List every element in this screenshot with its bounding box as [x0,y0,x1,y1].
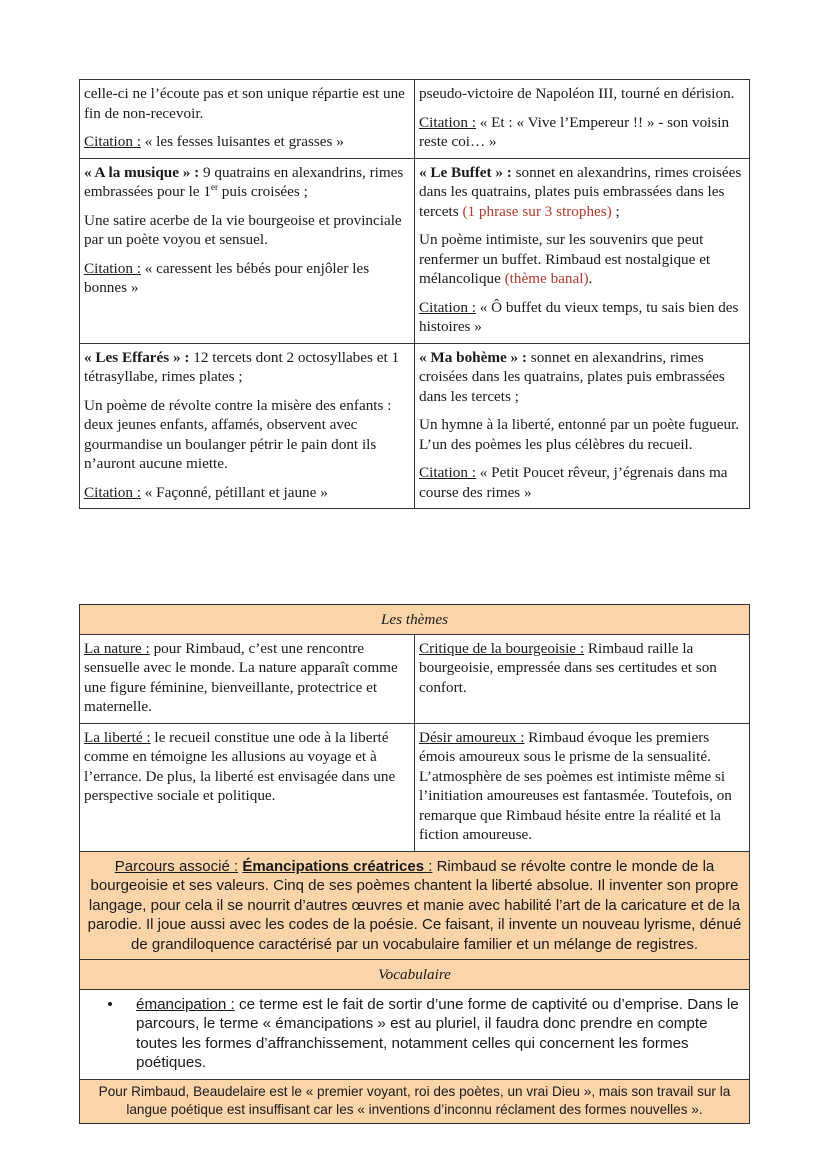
poem-form [419,348,745,407]
table-row [80,1079,750,1123]
poem-form-text: ; [611,202,620,220]
citation-text: « Ô buffet du vieux temps, tu sais bien des histoires » [419,298,739,335]
poem-form-text: sonnet en alexandrins, rimes croisées dans les quatrains, plates puis embrassées dans les tercets ; [419,348,725,405]
poems-table [79,79,750,509]
theme-cell-liberte [80,723,415,851]
citation-label: Citation : [419,464,476,481]
themes-table [79,604,750,1124]
theme-label: La liberté : [84,728,151,746]
citation-text: « les fesses luisantes et grasses » [140,133,344,150]
citation-line [84,483,410,503]
theme-text: Rimbaud évoque les premiers émois amoureux sous le prisme de la sensualité. L’atmosphère de ses poèmes est intimiste même si l’initiation amoureuses est fantasmée. Toutefois, on remarque que Rimbaud hésite entre la réalité et la fiction amoureuse. [419,728,732,843]
poem-cell-continued-right [415,80,750,159]
poem-description-text: Un poème intimiste, sur les souvenirs que peut renfermer un buffet. Rimbaud est nostalgique et mélancolique [419,231,711,287]
poem-description: pseudo-victoire de Napoléon III, tourné en dérision. [419,85,735,102]
poem-cell-ma-boheme [415,343,750,509]
poem-description-text: . [588,270,593,287]
poem-description [419,230,745,289]
red-note: (1 phrase sur 3 strophes) [462,202,612,220]
poem-cell-le-buffet [415,158,750,343]
vocabulaire-header: Vocabulaire [80,960,750,990]
vocab-entry [136,995,745,1073]
table-row [80,851,750,960]
footer-note: Pour Rimbaud, Beaudelaire est le « premier voyant, roi des poètes, un vrai Dieu », mais son travail sur la langue poétique est insuffisant car les « inventions d’inconnu réclament des formes nouvelles ». [80,1079,750,1123]
citation-line [419,463,745,502]
poem-description: Un hymne à la liberté, entonné par un poète fugueur. L’un des poèmes les plus célèbres du recueil. [419,416,740,453]
parcours-cell [80,851,750,960]
poem-title: « Le Buffet » : [419,163,512,181]
poem-form-text: 9 quatrains en alexandrins, rimes embrassées pour le 1 [84,163,404,200]
theme-cell-desir [415,723,750,851]
theme-label: Désir amoureux : [419,728,525,746]
parcours-colon: : [424,857,433,875]
parcours-label: Parcours associé : [114,857,239,875]
citation-line [84,132,410,152]
theme-text: le recueil constitue une ode à la liberté comme en témoigne les allusions au voyage et à l’errance. De plus, la liberté est envisagée dans une perspective sociale et politique. [84,728,396,804]
poem-title: « A la musique » : [84,163,200,181]
poem-description: Une satire acerbe de la vie bourgeoise et provinciale par un poète voyou et sensuel. [84,211,402,248]
theme-text: pour Rimbaud, c’est une rencontre sensuelle avec le monde. La nature apparaît comme une figure féminine, bienveillante, protectrice et maternelle. [84,639,398,715]
vocab-term: émancipation : [136,995,235,1013]
poem-form-text: sonnet en alexandrins, rimes croisées dans les quatrains, plates puis embrassées dans les tercets [419,163,742,220]
table-row [80,158,750,343]
citation-line [419,113,745,152]
poem-form-text: 12 tercets dont 2 octosyllabes et 1 tétrasyllabe, rimes plates ; [84,348,400,385]
citation-text: « Façonné, pétillant et jaune » [140,483,328,501]
table-row [80,80,750,159]
parcours-text: Rimbaud se révolte contre le monde de la bourgeoisie et ses valeurs. Cinq de ses poèmes chantent la liberté absolue. Il inventer son propre langage, pour cela il se nourrit d’autres œuvres et manie avec habilité l’art de la caricature et de la parodie. Il joue aussi avec les codes de la poésie. Ce faisant, il invente un nouveau lyrisme, dénué de grandiloquence caractérisé par un vocabulaire familier et un mélange de registres. [87,857,742,953]
poem-description: Un poème de révolte contre la misère des enfants : deux jeunes enfants, affamés, observent avec gourmandise un boulanger pétrir le pain dont ils n’auront aucune miette. [84,396,392,472]
citation-label: Citation : [84,259,141,277]
citation-line [84,259,410,298]
vocab-definition: ce terme est le fait de sortir d’une forme de captivité ou d’emprise. Dans le parcours, le terme « émancipations » est au pluriel, il faudra donc prendre en compte toutes les formes d’affranchissement, notamment celles qui concernent les formes poétiques. [136,995,739,1071]
table-row [80,634,750,723]
citation-text: « Petit Poucet rêveur, j’égrenais dans ma course des rimes » [419,464,728,501]
poem-form-text: puis croisées ; [217,183,308,200]
table-row [80,960,750,990]
citation-label: Citation : [84,133,141,150]
bullet: • [107,995,113,1013]
citation-text: « Et : « Vive l’Empereur !! » - son voisin reste coi… » [419,113,730,150]
citation-label: Citation : [419,113,476,131]
theme-label: La nature : [84,639,150,657]
poem-title: « Les Effarés » : [84,348,190,366]
poem-cell-les-effares [80,343,415,509]
table-row [80,989,750,1079]
citation-label: Citation : [84,483,141,501]
poem-form [419,163,745,222]
poem-cell-a-la-musique [80,158,415,343]
theme-label: Critique de la bourgeoisie : [419,639,585,657]
poem-form [84,348,410,387]
citation-label: Citation : [419,298,476,316]
poem-cell-continued-left [80,80,415,159]
poem-form [84,163,410,202]
poem-description: celle-ci ne l’écoute pas et son unique répartie est une fin de non-recevoir. [84,85,405,122]
superscript: er [210,181,218,192]
poem-title: « Ma bohème » : [419,348,527,366]
theme-cell-nature [80,634,415,723]
themes-header: Les thèmes [80,605,750,635]
table-row [80,723,750,851]
parcours-title: Émancipations créatrices [242,857,425,875]
table-row [80,605,750,635]
red-note: (thème banal) [504,270,589,287]
theme-cell-bourgeoisie [415,634,750,723]
citation-line [419,298,745,337]
list-item [84,995,745,1073]
vocabulaire-cell [80,989,750,1079]
citation-text: « caressent les bébés pour enjôler les bonnes » [84,259,370,296]
theme-text: Rimbaud raille la bourgeoisie, empressée dans ses certitudes et son confort. [419,639,717,696]
table-row [80,343,750,509]
